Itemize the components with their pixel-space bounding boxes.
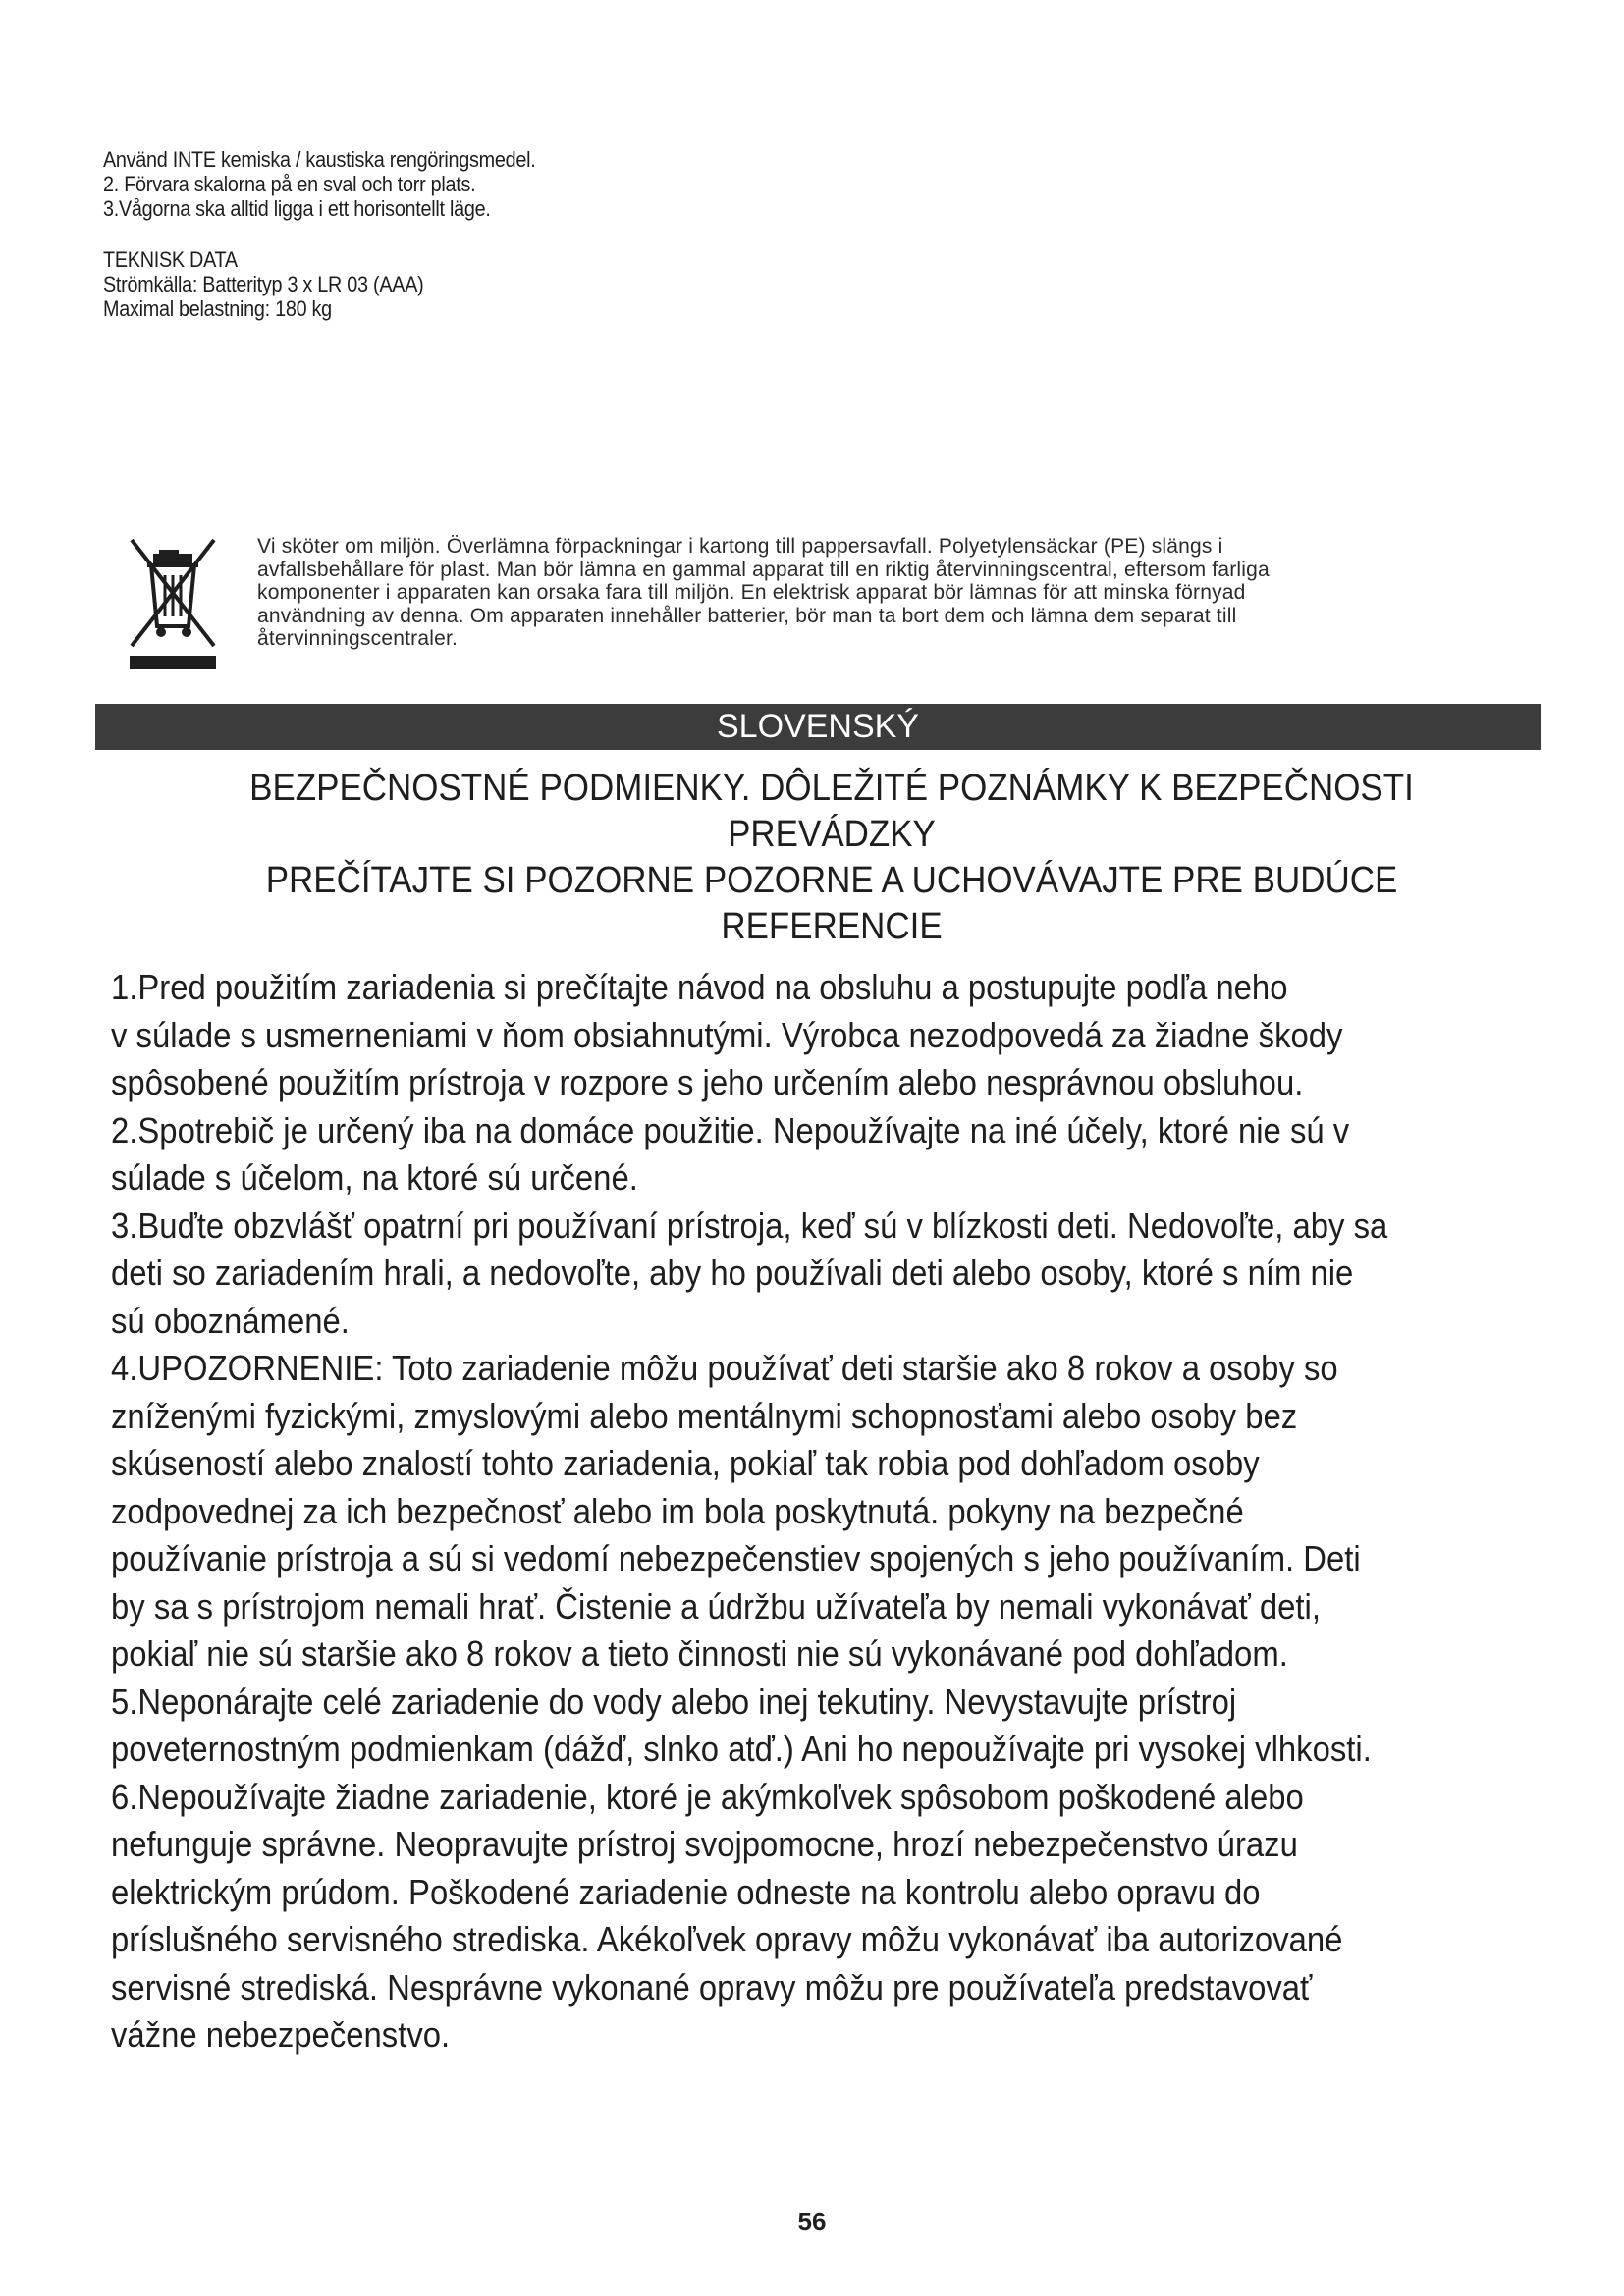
environment-line: användning av denna. Om apparaten innehåller batterier, bör man ta bort dem och lämna dem separat till bbox=[257, 604, 1237, 627]
rule-line: elektrickým prúdom. Poškodené zariadenie odneste na kontrolu alebo opravu do bbox=[111, 1871, 1261, 1912]
power-source: Strömkälla: Batterityp 3 x LR 03 (AAA) bbox=[103, 272, 424, 296]
environment-line: komponenter i apparaten kan orsaka fara till miljön. En elektrisk apparat bör lämnas för att minska förnyad bbox=[257, 581, 1246, 604]
safety-title-line: PREČÍTAJTE SI POZORNE POZORNE A UCHOVÁVAJTE PRE BUDÚCE bbox=[265, 860, 1398, 901]
rule-line: 6.Nepoužívajte žiadne zariadenie, ktoré je akýmkoľvek spôsobom poškodené alebo bbox=[111, 1776, 1304, 1817]
rule-line: 2.Spotrebič je určený iba na domáce použitie. Nepoužívajte na iné účely, ktoré nie sú v bbox=[111, 1109, 1350, 1150]
rule-line: používanie prístroja a sú si vedomí nebezpečenstiev spojených s jeho používaním. Deti bbox=[111, 1538, 1361, 1578]
rule-line: skúseností alebo znalostí tohto zariadenia, pokiaľ tak robia pod dohľadom osoby bbox=[111, 1443, 1260, 1483]
safety-title-line: REFERENCIE bbox=[721, 906, 943, 947]
rule-line: v súlade s usmerneniami v ňom obsiahnutými. Výrobca nezodpovedá za žiadne škody bbox=[111, 1014, 1343, 1055]
environment-notice bbox=[257, 535, 1494, 651]
intro-line: 3.Vågorna ska alltid ligga i ett horisontellt läge. bbox=[103, 196, 491, 221]
rule-line: súlade s účelom, na ktoré sú určené. bbox=[111, 1157, 638, 1198]
rule-line: deti so zariadením hrali, a nedovoľte, aby ho používali deti alebo osoby, ktoré s ním nie bbox=[111, 1253, 1354, 1293]
rule-line: by sa s prístrojom nemali hrať. Čistenie a údržbu užívateľa by nemali vykonávať deti, bbox=[111, 1585, 1321, 1627]
safety-rules bbox=[111, 964, 1613, 2059]
technical-heading: TEKNISK DATA bbox=[103, 247, 238, 272]
rule-line: servisné strediská. Nesprávne vykonané opravy môžu pre používateľa predstavovať bbox=[111, 1966, 1313, 2007]
environment-line: återvinningscentraler. bbox=[257, 627, 459, 650]
rule-line: 4.UPOZORNENIE: Toto zariadenie môžu používať deti staršie ako 8 rokov a osoby so bbox=[111, 1348, 1338, 1388]
rule-line: 3.Buďte obzvlášť opatrní pri používaní prístroja, keď sú v blízkosti deti. Nedovoľte, aby sa bbox=[111, 1204, 1388, 1246]
page-number: 56 bbox=[797, 2207, 827, 2236]
rule-line: zníženými fyzickými, zmyslovými alebo mentálnymi schopnosťami alebo osoby bez bbox=[111, 1395, 1298, 1436]
safety-title bbox=[154, 766, 1509, 950]
rule-line: sú oboznámené. bbox=[111, 1300, 350, 1341]
rule-line: 5.Neponárajte celé zariadenie do vody alebo inej tekutiny. Nevystavujte prístroj bbox=[111, 1681, 1237, 1722]
weee-crossed-bin-icon bbox=[126, 530, 220, 671]
rule-line: vážne nebezpečenstvo. bbox=[111, 2014, 451, 2055]
rule-line: príslušného servisného strediska. Akékoľvek opravy môžu vykonávať iba autorizované bbox=[111, 1919, 1343, 1959]
rule-line: 1.Pred použitím zariadenia si prečítajte návod na obsluhu a postupujte podľa neho bbox=[111, 967, 1288, 1007]
language-banner: SLOVENSKÝ bbox=[95, 704, 1541, 750]
technical-data bbox=[103, 247, 535, 321]
rule-line: pokiaľ nie sú staršie ako 8 rokov a tieto činnosti nie sú vykonávané pod dohľadom. bbox=[111, 1633, 1288, 1674]
environment-line: Vi sköter om miljön. Överlämna förpackningar i kartong till pappersavfall. Polyetylensäckar (PE) slängs i bbox=[257, 535, 1223, 558]
safety-title-line: PREVÁDZKY bbox=[728, 814, 936, 855]
rule-line: spôsobené použitím prístroja v rozpore s jeho určením alebo nesprávnou obsluhou. bbox=[111, 1062, 1304, 1102]
environment-line: avfallsbehållare för plast. Man bör lämna en gammal apparat till en riktig återvinningscentral, eftersom farliga bbox=[257, 558, 1270, 581]
intro-line: Använd INTE kemiska / kaustiska rengöringsmedel. bbox=[103, 147, 536, 172]
intro-line: 2. Förvara skalorna på en sval och torr plats. bbox=[103, 172, 476, 196]
max-load: Maximal belastning: 180 kg bbox=[103, 296, 332, 321]
rule-line: nefunguje správne. Neopravujte prístroj svojpomocne, hrozí nebezpečenstvo úrazu bbox=[111, 1824, 1298, 1864]
safety-title-line: BEZPEČNOSTNÉ PODMIENKY. DÔLEŽITÉ POZNÁMKY K BEZPEČNOSTI bbox=[249, 768, 1414, 809]
rule-line: zodpovednej za ich bezpečnosť alebo im bola poskytnutá. pokyny na bezpečné bbox=[111, 1490, 1244, 1531]
swedish-care-section bbox=[103, 147, 535, 321]
rule-line: poveternostným podmienkam (dážď, slnko atď.) Ani ho nepoužívajte pri vysokej vlhkosti. bbox=[111, 1729, 1372, 1769]
